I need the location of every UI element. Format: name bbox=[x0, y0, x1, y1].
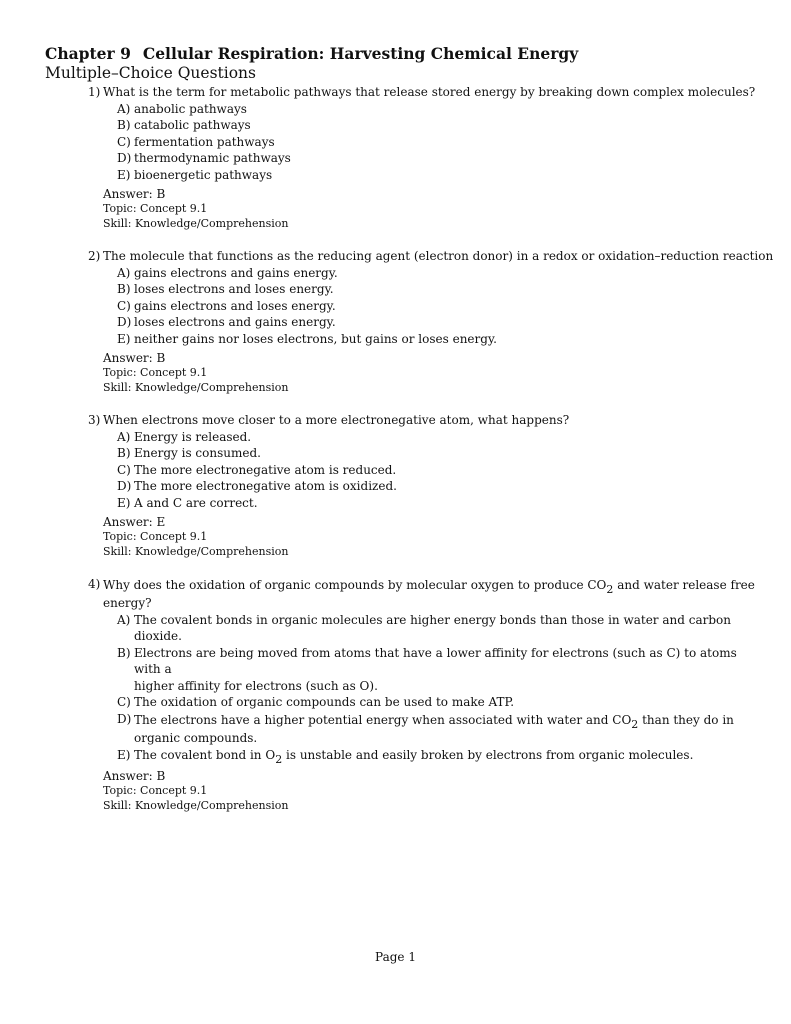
chapter-name: Cellular Respiration: Harvesting Chemical Energy bbox=[142, 44, 579, 63]
section-title: Multiple–Choice Questions bbox=[45, 64, 256, 82]
option-a: A) gains electrons and gains energy. bbox=[117, 265, 338, 280]
question-meta bbox=[103, 768, 738, 813]
answer-options bbox=[117, 101, 738, 184]
question-1 bbox=[88, 84, 756, 231]
option-e: E) The covalent bond in $O_2$ is unstable and easily broken by electrons from organic molecules. bbox=[117, 748, 694, 766]
answer-key: Answer: E bbox=[103, 515, 166, 529]
topic-label: Topic: Concept 9.1 bbox=[103, 530, 208, 543]
answer-key: Answer: B bbox=[103, 351, 166, 365]
option-c: C) fermentation pathways bbox=[117, 134, 275, 149]
question-3 bbox=[88, 412, 738, 559]
option-c: C) The oxidation of organic compounds can be used to make ATP. bbox=[117, 695, 515, 709]
question-stem: 3) When electrons move closer to a more electronegative atom, what happens? bbox=[88, 413, 570, 427]
answer-options bbox=[117, 612, 738, 766]
option-d: D) loses electrons and gains energy. bbox=[117, 315, 336, 329]
topic-label: Topic: Concept 9.1 bbox=[103, 784, 208, 797]
option-c: C) The more electronegative atom is reduced. bbox=[117, 462, 397, 477]
question-meta bbox=[103, 350, 738, 395]
option-e: E) neither gains nor loses electrons, but gains or loses energy. bbox=[117, 331, 497, 346]
question-number: 3) bbox=[88, 413, 101, 427]
option-a: A) Energy is released. bbox=[117, 429, 252, 444]
chapter-title bbox=[45, 44, 578, 63]
option-e: E) bioenergetic pathways bbox=[117, 167, 273, 182]
option-d: D) The more electronegative atom is oxidized. bbox=[117, 479, 397, 493]
option-c: C) gains electrons and loses energy. bbox=[117, 298, 336, 313]
question-number: 4) bbox=[88, 577, 101, 591]
option-b: B) loses electrons and loses energy. bbox=[117, 282, 334, 296]
skill-label: Skill: Knowledge/Comprehension bbox=[103, 544, 289, 558]
question-4 bbox=[88, 576, 755, 813]
skill-label: Skill: Knowledge/Comprehension bbox=[103, 380, 289, 394]
answer-key: Answer: B bbox=[103, 769, 166, 783]
skill-label: Skill: Knowledge/Comprehension bbox=[103, 798, 289, 812]
question-stem: 2) The molecule that functions as the reducing agent (electron donor) in a redox or oxidation–reduction reaction bbox=[88, 249, 774, 263]
option-a: A) anabolic pathways bbox=[117, 101, 247, 116]
question-number: 1) bbox=[88, 85, 101, 99]
question-stem: 1) What is the term for metabolic pathways that release stored energy by breaking down complex molecules? bbox=[88, 85, 756, 99]
question-2 bbox=[88, 248, 774, 395]
chapter-number: Chapter 9 bbox=[45, 44, 131, 63]
option-a: A) The covalent bonds in organic molecules are higher energy bonds than those in water and carbon dioxide. bbox=[117, 612, 731, 643]
answer-options bbox=[117, 265, 738, 348]
option-d: D) The electrons have a higher potential energy when associated with water and $CO_2$ than they do in organic compounds. bbox=[117, 711, 734, 745]
option-b: B) Energy is consumed. bbox=[117, 446, 261, 460]
question-meta bbox=[103, 514, 738, 559]
question-number: 2) bbox=[88, 249, 101, 263]
topic-label: Topic: Concept 9.1 bbox=[103, 202, 208, 215]
answer-key: Answer: B bbox=[103, 187, 166, 201]
option-d: D) thermodynamic pathways bbox=[117, 151, 291, 165]
skill-label: Skill: Knowledge/Comprehension bbox=[103, 216, 289, 230]
question-meta bbox=[103, 186, 738, 231]
option-b: B) catabolic pathways bbox=[117, 118, 251, 132]
answer-options bbox=[117, 429, 738, 512]
option-e: E) A and C are correct. bbox=[117, 495, 258, 510]
topic-label: Topic: Concept 9.1 bbox=[103, 366, 208, 379]
option-b: B) Electrons are being moved from atoms that have a lower affinity for electrons (such as C) to atoms with a higher affinity for electrons (such as O). bbox=[117, 645, 737, 693]
page-number: Page 1 bbox=[375, 950, 416, 964]
question-stem: 4) Why does the oxidation of organic compounds by molecular oxygen to produce $CO_2$ and water release free energy? bbox=[88, 577, 755, 610]
